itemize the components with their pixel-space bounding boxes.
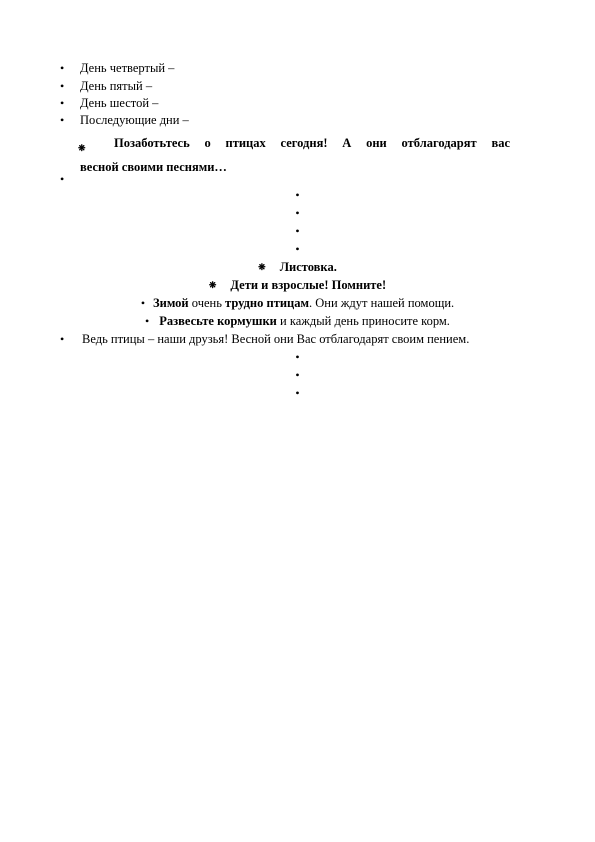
list-item bbox=[0, 77, 595, 95]
leaflet-line-3-text: Ведь птицы – наши друзья! Весной они Вас отблагодарят своим пением. bbox=[82, 332, 470, 346]
bullet: • bbox=[60, 113, 65, 127]
leaflet-subtitle bbox=[0, 276, 595, 294]
leaflet-line-3 bbox=[0, 330, 595, 348]
center-bullet: • bbox=[295, 368, 300, 382]
center-bullet: • bbox=[295, 350, 300, 364]
bullet: • bbox=[60, 172, 65, 186]
bullet: • bbox=[140, 296, 146, 310]
leaflet-line-2: • Развесьте кормушки и каждый день приносите корм. bbox=[145, 314, 450, 328]
list-item bbox=[0, 111, 595, 129]
center-bullet: • bbox=[295, 242, 300, 256]
list-item bbox=[0, 59, 595, 77]
bullet: • bbox=[60, 61, 65, 75]
center-bullet: • bbox=[295, 188, 300, 202]
bullet: • bbox=[60, 79, 65, 93]
leaflet-title bbox=[0, 258, 595, 276]
list-item-text: День четвертый – bbox=[80, 61, 175, 75]
list-item-text: День пятый – bbox=[80, 79, 153, 93]
appeal-line-1: Позаботьтесь о птицах сегодня! А они отблагодарят вас bbox=[114, 136, 510, 150]
leaflet-line-1: • Зимой очень трудно птицам. Они ждут нашей помощи. bbox=[140, 296, 455, 310]
list-item-text: Последующие дни – bbox=[80, 113, 189, 127]
leaflet-subtitle-text: Дети и взрослые! Помните! bbox=[230, 278, 387, 292]
bullet: • bbox=[60, 96, 65, 110]
star-bullet-icon: ❋ bbox=[258, 262, 266, 272]
list-item-text: День шестой – bbox=[80, 96, 159, 110]
leaflet-title-text: Листовка. bbox=[279, 260, 337, 274]
center-bullet: • bbox=[295, 206, 300, 220]
star-bullet-icon: ❋ bbox=[78, 143, 86, 153]
list-item bbox=[0, 94, 595, 112]
bullet: • bbox=[145, 314, 150, 328]
appeal-line-2: весной своими песнями… bbox=[80, 160, 227, 174]
center-bullet: • bbox=[295, 386, 300, 400]
bullet: • bbox=[60, 332, 65, 346]
star-bullet-icon: ❋ bbox=[208, 280, 217, 290]
center-bullet: • bbox=[295, 224, 300, 238]
